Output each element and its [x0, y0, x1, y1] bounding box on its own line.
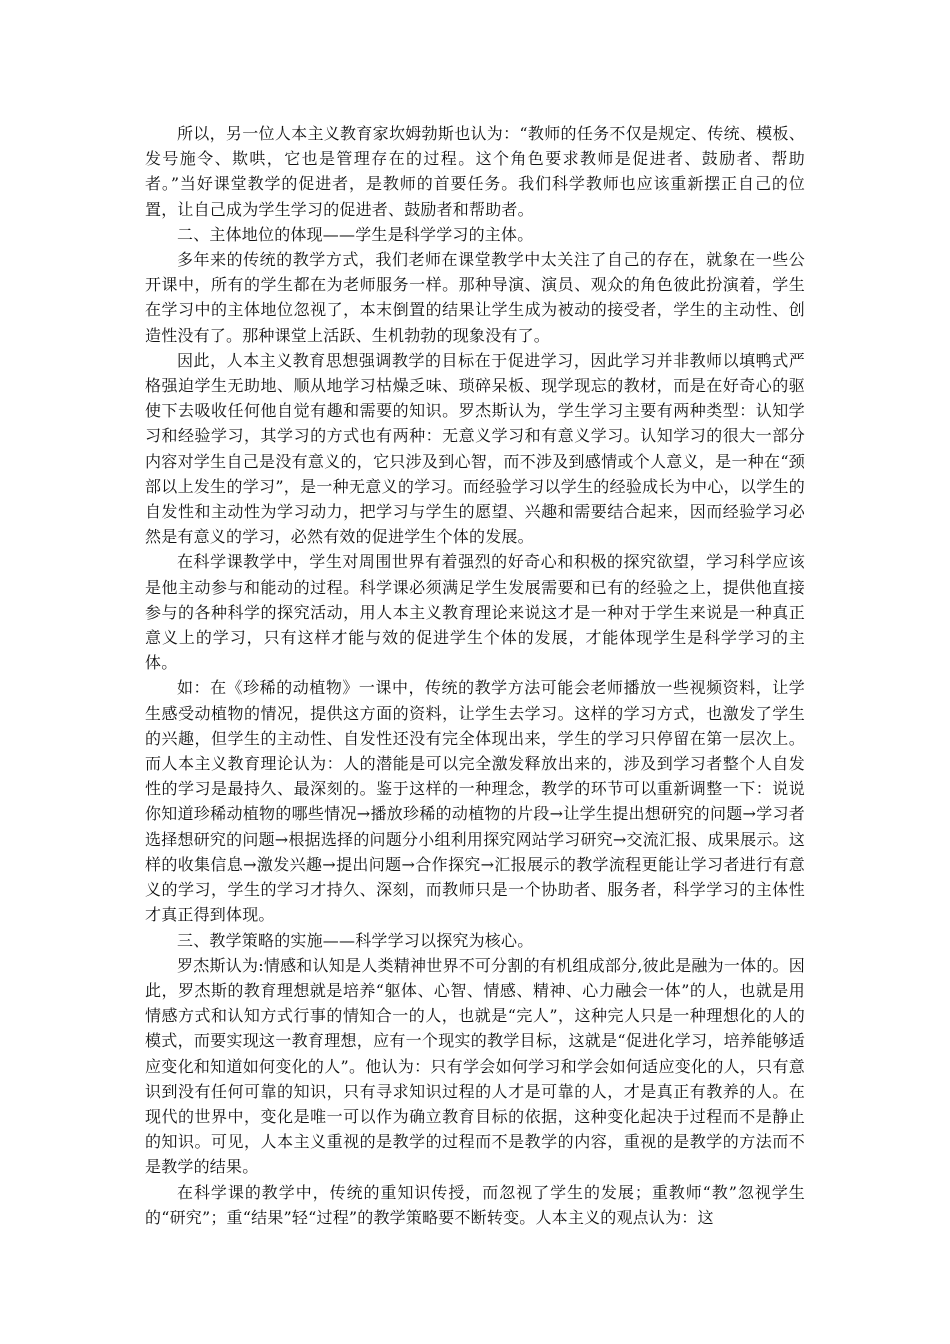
section-heading-student-subject: 二、主体地位的体现——学生是科学学习的主体。 [177, 224, 534, 244]
paragraph-traditional-teaching: 多年来的传统的教学方式，我们老师在课堂教学中太关注了自己的存在，就象在一些公开课中，所有的学生都在为老师服务一样。那种导演、演员、观众的角色彼此扮演着，学生在学习中的主体地位忽视了，本末倒置的结果让学生成为被动的接受者，学生的主动性、创造性没有了。那种课堂上活跃、生机勃勃的现象没有了。 [145, 250, 805, 345]
paragraph-strategy-shift: 在科学课的教学中，传统的重知识传授，而忽视了学生的发展；重教师“教”忽视学生的“研究”；重“结果”轻“过程”的教学策略要不断转变。人本主义的观点认为：这 [145, 1182, 805, 1227]
section-heading-inquiry-strategy: 三、教学策略的实施——科学学习以探究为核心。 [177, 930, 534, 950]
paragraph-facilitator-role: 所以，另一位人本主义教育家坎姆勃斯也认为：“教师的任务不仅是规定、传统、模板、发号施令、欺哄，它也是管理存在的过程。这个角色要求教师是促进者、鼓励者、帮助者。”当好课堂教学的促进者，是教师的首要任务。我们科学教师也应该重新摆正自己的位置，让自己成为学生学习的促进者、鼓励者和帮助者。 [145, 124, 805, 219]
paragraph-rogers-learning-types: 因此，人本主义教育思想强调教学的目标在于促进学习，因此学习并非教师以填鸭式严格强迫学生无助地、顺从地学习枯燥乏味、琐碎呆板、现学现忘的教材，而是在好奇心的驱使下去吸收任何他自觉有趣和需要的知识。罗杰斯认为，学生学习主要有两种类型：认知学习和经验学习，其学习的方式也有两种：无意义学习和有意义学习。认知学习的很大一部分内容对学生自己是没有意义的，它只涉及到心智，而不涉及到感情或个人意义，是一种在“颈部以上发生的学习”，是一种无意义的学习。而经验学习以学生的经验成长为中心，以学生的自发性和主动性为学习动力，把学习与学生的愿望、兴趣和需要结合起来，因而经验学习必然是有意义的学习，必然有效的促进学生个体的发展。 [145, 350, 805, 547]
document-body [145, 121, 805, 1230]
paragraph-science-curiosity: 在科学课教学中，学生对周围世界有着强烈的好奇心和积极的探究欲望，学习科学应该是他主动参与和能动的过程。科学课必须满足学生发展需要和已有的经验之上，提供他直接参与的各种科学的探究活动，用人本主义教育理论来说这才是一种对于学生来说是一种真正意义上的学习，只有这样才能与效的促进学生个体的发展，才能体现学生是科学学习的主体。 [145, 552, 805, 673]
paragraph-rare-species-example: 如：在《珍稀的动植物》一课中，传统的教学方法可能会老师播放一些视频资料，让学生感受动植物的情况，提供这方面的资料，让学生去学习。这样的学习方式，也激发了学生的兴趣，但学生的主动性、自发性还没有完全体现出来，学生的学习只停留在第一层次上。而人本主义教育理论认为：人的潜能是可以完全激发释放出来的，涉及到学习者整个人自发性的学习是最持久、最深刻的。鉴于这样的一种理念，教学的环节可以重新调整一下：说说你知道珍稀动植物的哪些情况→播放珍稀的动植物的片段→让学生提出想研究的问题→学习者选择想研究的问题→根据选择的问题分小组利用探究网站学习研究→交流汇报、成果展示。这样的收集信息→激发兴趣→提出问题→合作探究→汇报展示的教学流程更能让学习者进行有意义的学习，学生的学习才持久、深刻，而教师只是一个协助者、服务者，科学学习的主体性才真正得到体现。 [145, 678, 805, 925]
paragraph-rogers-whole-person: 罗杰斯认为:情感和认知是人类精神世界不可分割的有机组成部分,彼此是融为一体的。因此，罗杰斯的教育理想就是培养“躯体、心智、情感、精神、心力融会一体”的人，也就是用情感方式和认知方式行事的情知合一的人，也就是“完人”，这种完人只是一种理想化的人的模式，而要实现这一教育理想，应有一个现实的教学目标，这就是“促进化学习，培养能够适应变化和知道如何变化的人”。他认为：只有学会如何学习和学会如何适应变化的人，只有意识到没有任何可靠的知识，只有寻求知识过程的人才是可靠的人，才是真正有教养的人。在现代的世界中，变化是唯一可以作为确立教育目标的依据，这种变化起决于过程而不是静止的知识。可见，人本主义重视的是教学的过程而不是教学的内容，重视的是教学的方法而不是教学的结果。 [145, 955, 805, 1177]
